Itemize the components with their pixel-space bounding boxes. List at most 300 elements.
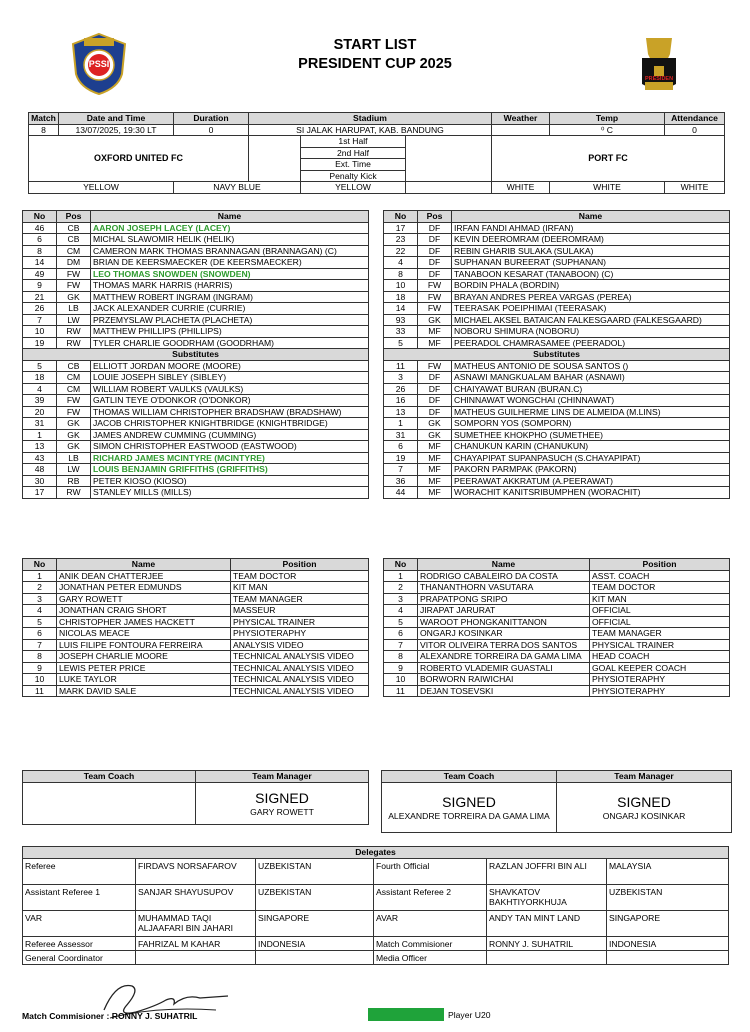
player-number: 14	[384, 303, 418, 315]
u20-legend-swatch	[368, 1008, 444, 1021]
home-starter-row	[23, 222, 369, 234]
player-name: CHINNAWAT WONGCHAI (CHINNAWAT)	[452, 395, 730, 407]
stadium-header: Stadium	[249, 113, 492, 125]
match-number: 8	[29, 124, 59, 136]
delegates-title: Delegates	[23, 847, 729, 859]
home-starter-row	[23, 314, 369, 326]
away-manager-signature	[557, 782, 732, 832]
player-position: MF	[418, 337, 452, 349]
away-coach-header: Team Coach	[382, 771, 557, 783]
player-name: TANABOON KESARAT (TANABOON) (C)	[452, 268, 730, 280]
player-position: CM	[57, 372, 91, 384]
player-name: BRAYAN ANDRES PEREA VARGAS (PEREA)	[452, 291, 730, 303]
away-official-row	[384, 628, 730, 640]
player-name: MICHAEL AKSEL BATAICAN FALKESGAARD (FALKESGAARD)	[452, 314, 730, 326]
official-name: THANANTHORN VASUTARA	[418, 582, 590, 594]
player-number: 8	[23, 245, 57, 257]
home-official-row	[23, 582, 369, 594]
home-manager-signature	[196, 782, 369, 824]
official-name: JIRAPAT JARURAT	[418, 605, 590, 617]
home-starter-row	[23, 291, 369, 303]
away-official-row	[384, 662, 730, 674]
official-position: PHYSICAL TRAINER	[231, 616, 369, 628]
home-sub-row	[23, 487, 369, 499]
player-number: 6	[23, 234, 57, 246]
player-name: LOUIE JOSEPH SIBLEY (SIBLEY)	[91, 372, 369, 384]
away-sub-row	[384, 372, 730, 384]
player-position: DF	[418, 372, 452, 384]
match-info-table	[28, 112, 725, 194]
official-position: TEAM MANAGER	[590, 628, 730, 640]
delegate-country: UZBEKISTAN	[256, 858, 374, 884]
away-coach-name: ALEXANDRE TORREIRA DA GAMA LIMA	[388, 810, 550, 821]
player-number: 7	[384, 464, 418, 476]
player-number: 9	[23, 280, 57, 292]
player-name: ELLIOTT JORDAN MOORE (MOORE)	[91, 360, 369, 372]
player-number: 18	[384, 291, 418, 303]
official-position: ASST. COACH	[590, 570, 730, 582]
away-color-2: WHITE	[550, 182, 665, 194]
away-sub-row	[384, 452, 730, 464]
official-position: TECHNICAL ANALYSIS VIDEO	[231, 674, 369, 686]
weather-header: Weather	[492, 113, 550, 125]
player-name: PEERADOL CHAMRASAMEE (PEERADOL)	[452, 337, 730, 349]
title-line-1: START LIST	[333, 37, 417, 53]
delegate-country: SINGAPORE	[607, 910, 729, 936]
player-position: CB	[57, 234, 91, 246]
away-starter-row	[384, 222, 730, 234]
official-number: 2	[23, 582, 57, 594]
pos-header: Pos	[57, 211, 91, 223]
player-name: PEERAWAT AKKRATUM (A.PEERAWAT)	[452, 475, 730, 487]
player-number: 1	[384, 418, 418, 430]
official-number: 8	[23, 651, 57, 663]
player-name: JACOB CHRISTOPHER KNIGHTBRIDGE (KNIGHTBRIDGE)	[91, 418, 369, 430]
player-position: DF	[418, 383, 452, 395]
player-number: 21	[23, 291, 57, 303]
official-name: JONATHAN PETER EDMUNDS	[57, 582, 231, 594]
official-number: 5	[23, 616, 57, 628]
official-name: PRAPATPONG SRIPO	[418, 593, 590, 605]
away-sub-row	[384, 475, 730, 487]
player-position: FW	[418, 280, 452, 292]
official-name: MARK DAVID SALE	[57, 685, 231, 697]
player-position: FW	[57, 280, 91, 292]
player-name: MATTHEW ROBERT INGRAM (INGRAM)	[91, 291, 369, 303]
official-name: ROBERTO VLADEMIR GUASTALI	[418, 662, 590, 674]
away-starter-row	[384, 257, 730, 269]
no-header: No	[23, 559, 57, 571]
player-position: MF	[418, 326, 452, 338]
away-team-name: PORT FC	[492, 136, 725, 182]
away-official-row	[384, 674, 730, 686]
home-color-1: YELLOW	[29, 182, 174, 194]
player-number: 44	[384, 487, 418, 499]
role-label: Media Officer	[374, 950, 487, 964]
player-position: GK	[57, 291, 91, 303]
official-name: ONGARJ KOSINKAR	[418, 628, 590, 640]
player-position: FW	[57, 395, 91, 407]
away-starter-row	[384, 326, 730, 338]
player-number: 20	[23, 406, 57, 418]
away-sub-row	[384, 383, 730, 395]
away-sub-row	[384, 429, 730, 441]
player-position: DF	[418, 234, 452, 246]
period-1: 1st Half	[301, 136, 406, 148]
delegate-name: FIRDAVS NORSAFAROV	[136, 858, 256, 884]
delegate-name	[136, 950, 256, 964]
name-header: Name	[57, 559, 231, 571]
home-color-2: NAVY BLUE	[174, 182, 301, 194]
role-label: Assistant Referee 2	[374, 884, 487, 910]
player-position: MF	[418, 452, 452, 464]
home-sub-row	[23, 464, 369, 476]
official-position: KIT MAN	[231, 582, 369, 594]
player-number: 6	[384, 441, 418, 453]
player-name: SOMPORN YOS (SOMPORN)	[452, 418, 730, 430]
official-name: CHRISTOPHER JAMES HACKETT	[57, 616, 231, 628]
official-position: TECHNICAL ANALYSIS VIDEO	[231, 662, 369, 674]
delegate-name: MUHAMMAD TAQI ALJAAFARI BIN JAHARI	[136, 910, 256, 936]
home-sub-row	[23, 418, 369, 430]
player-number: 13	[23, 441, 57, 453]
delegate-name	[487, 950, 607, 964]
official-name: RODRIGO CABALEIRO DA COSTA	[418, 570, 590, 582]
home-starter-row	[23, 303, 369, 315]
commissioner-name: RONNY J. SUHATRIL	[111, 1011, 198, 1021]
player-position: GK	[418, 314, 452, 326]
player-position: DF	[418, 395, 452, 407]
no-header: No	[23, 211, 57, 223]
away-sub-row	[384, 487, 730, 499]
away-sub-row	[384, 406, 730, 418]
player-name: SUMETHEE KHOKPHO (SUMETHEE)	[452, 429, 730, 441]
official-number: 3	[384, 593, 418, 605]
official-name: LUIS FILIPE FONTOURA FERREIRA	[57, 639, 231, 651]
delegate-country	[607, 950, 729, 964]
away-coach-signed: SIGNED	[442, 793, 496, 810]
home-official-row	[23, 651, 369, 663]
player-number: 17	[23, 487, 57, 499]
player-position: RW	[57, 326, 91, 338]
official-number: 7	[384, 639, 418, 651]
player-position: GK	[418, 429, 452, 441]
delegate-row	[23, 910, 729, 936]
official-name: DEJAN TOSEVSKI	[418, 685, 590, 697]
home-starter-row	[23, 337, 369, 349]
role-label: AVAR	[374, 910, 487, 936]
away-color-1: WHITE	[492, 182, 550, 194]
home-manager-signed: SIGNED	[255, 789, 309, 806]
player-position: LB	[57, 303, 91, 315]
player-name: LOUIS BENJAMIN GRIFFITHS (GRIFFITHS)	[91, 464, 369, 476]
pssi-logo-text: PSSI	[88, 59, 110, 69]
title-line-2: PRESIDENT CUP 2025	[298, 56, 452, 72]
player-position: FW	[57, 268, 91, 280]
official-position: GOAL KEEPER COACH	[590, 662, 730, 674]
away-official-row	[384, 616, 730, 628]
delegate-country	[256, 950, 374, 964]
role-label: Referee	[23, 858, 136, 884]
official-position: PHYSICAL TRAINER	[590, 639, 730, 651]
player-name: JAMES ANDREW CUMMING (CUMMING)	[91, 429, 369, 441]
player-name: MATTHEW PHILLIPS (PHILLIPS)	[91, 326, 369, 338]
player-position: LB	[57, 452, 91, 464]
official-position: PHYSIOTERAPHY	[231, 628, 369, 640]
player-name: STANLEY MILLS (MILLS)	[91, 487, 369, 499]
official-number: 8	[384, 651, 418, 663]
official-number: 4	[384, 605, 418, 617]
home-sub-row	[23, 395, 369, 407]
match-attendance: 0	[665, 124, 725, 136]
player-number: 7	[23, 314, 57, 326]
away-official-row	[384, 685, 730, 697]
official-name: ALEXANDRE TORREIRA DA GAMA LIMA	[418, 651, 590, 663]
player-position: DM	[57, 257, 91, 269]
home-sub-row	[23, 372, 369, 384]
away-coach-signature	[382, 782, 557, 832]
player-position: LW	[57, 464, 91, 476]
official-name: JOSEPH CHARLIE MOORE	[57, 651, 231, 663]
player-number: 31	[23, 418, 57, 430]
player-position: RW	[57, 337, 91, 349]
player-name: TEERASAK POEIPHIMAI (TEERASAK)	[452, 303, 730, 315]
delegate-country: UZBEKISTAN	[607, 884, 729, 910]
player-name: PAKORN PARMPAK (PAKORN)	[452, 464, 730, 476]
away-starter-row	[384, 337, 730, 349]
official-number: 10	[23, 674, 57, 686]
home-official-row	[23, 605, 369, 617]
home-official-row	[23, 593, 369, 605]
player-position: DF	[418, 268, 452, 280]
delegate-name: RAZLAN JOFFRI BIN ALI	[487, 858, 607, 884]
player-position: GK	[57, 441, 91, 453]
away-official-row	[384, 582, 730, 594]
temp-header: Temp	[550, 113, 665, 125]
player-name: SIMON CHRISTOPHER EASTWOOD (EASTWOOD)	[91, 441, 369, 453]
away-starter-row	[384, 303, 730, 315]
official-name: VITOR OLIVEIRA TERRA DOS SANTOS	[418, 639, 590, 651]
delegate-country: INDONESIA	[256, 936, 374, 950]
away-starter-row	[384, 291, 730, 303]
delegate-country: INDONESIA	[607, 936, 729, 950]
period-2: 2nd Half	[301, 147, 406, 159]
match-temp: ⁰ C	[550, 124, 665, 136]
player-name: PETER KIOSO (KIOSO)	[91, 475, 369, 487]
official-number: 2	[384, 582, 418, 594]
home-signature-table	[22, 770, 369, 825]
home-official-row	[23, 616, 369, 628]
home-starter-row	[23, 234, 369, 246]
official-number: 10	[384, 674, 418, 686]
no-header: No	[384, 559, 418, 571]
away-manager-header: Team Manager	[557, 771, 732, 783]
substitutes-header: Substitutes	[384, 349, 730, 361]
player-number: 43	[23, 452, 57, 464]
player-position: MF	[418, 464, 452, 476]
official-position: TECHNICAL ANALYSIS VIDEO	[231, 685, 369, 697]
player-number: 11	[384, 360, 418, 372]
name-header: Name	[418, 559, 590, 571]
player-name: THOMAS MARK HARRIS (HARRIS)	[91, 280, 369, 292]
player-name: KEVIN DEEROMRAM (DEEROMRAM)	[452, 234, 730, 246]
home-starter-row	[23, 257, 369, 269]
away-starter-row	[384, 245, 730, 257]
player-number: 22	[384, 245, 418, 257]
official-name: LUKE TAYLOR	[57, 674, 231, 686]
player-number: 18	[23, 372, 57, 384]
player-position: FW	[418, 291, 452, 303]
player-position: DF	[418, 406, 452, 418]
delegate-name: SANJAR SHAYUSUPOV	[136, 884, 256, 910]
player-position: FW	[418, 303, 452, 315]
home-manager-header: Team Manager	[196, 771, 369, 783]
match-stadium: SI JALAK HARUPAT, KAB. BANDUNG	[249, 124, 492, 136]
duration-header: Duration	[174, 113, 249, 125]
official-number: 1	[23, 570, 57, 582]
home-official-row	[23, 628, 369, 640]
away-official-row	[384, 651, 730, 663]
away-official-row	[384, 593, 730, 605]
president-cup-logo-text: PRESIDEN	[644, 76, 674, 82]
delegate-name: RONNY J. SUHATRIL	[487, 936, 607, 950]
role-label: Referee Assessor	[23, 936, 136, 950]
player-name: REBIN GHARIB SULAKA (SULAKA)	[452, 245, 730, 257]
player-number: 5	[384, 337, 418, 349]
official-number: 7	[23, 639, 57, 651]
player-position: CB	[57, 222, 91, 234]
home-officials-table	[22, 558, 369, 697]
official-number: 6	[23, 628, 57, 640]
player-number: 14	[23, 257, 57, 269]
player-number: 26	[23, 303, 57, 315]
player-position: LW	[57, 314, 91, 326]
player-number: 5	[23, 360, 57, 372]
player-position: GK	[418, 418, 452, 430]
role-label: Match Commisioner	[374, 936, 487, 950]
player-position: DF	[418, 257, 452, 269]
position-header: Position	[590, 559, 730, 571]
name-header: Name	[452, 211, 730, 223]
match-duration: 0	[174, 124, 249, 136]
home-sub-row	[23, 475, 369, 487]
player-name: MATHEUS ANTONIO DE SOUSA SANTOS ()	[452, 360, 730, 372]
home-official-row	[23, 639, 369, 651]
no-header: No	[384, 211, 418, 223]
home-starter-row	[23, 280, 369, 292]
player-number: 8	[384, 268, 418, 280]
name-header: Name	[91, 211, 369, 223]
player-number: 23	[384, 234, 418, 246]
player-position: DF	[418, 222, 452, 234]
away-official-row	[384, 605, 730, 617]
commissioner-line	[22, 1011, 197, 1021]
match-weather	[492, 124, 550, 136]
role-label: VAR	[23, 910, 136, 936]
player-number: 10	[23, 326, 57, 338]
attendance-header: Attendance	[665, 113, 725, 125]
player-number: 46	[23, 222, 57, 234]
player-position: GK	[57, 429, 91, 441]
official-number: 5	[384, 616, 418, 628]
player-number: 16	[384, 395, 418, 407]
player-name: NOBORU SHIMURA (NOBORU)	[452, 326, 730, 338]
player-name: RICHARD JAMES MCINTYRE (MCINTYRE)	[91, 452, 369, 464]
away-signature-table	[381, 770, 732, 833]
home-team-name: OXFORD UNITED FC	[29, 136, 249, 182]
player-number: 26	[384, 383, 418, 395]
role-label: General Coordinator	[23, 950, 136, 964]
player-position: RW	[57, 487, 91, 499]
official-number: 9	[384, 662, 418, 674]
home-players-table	[22, 210, 369, 499]
period-4: Penalty Kick	[301, 170, 406, 182]
official-position: KIT MAN	[590, 593, 730, 605]
player-name: BORDIN PHALA (BORDIN)	[452, 280, 730, 292]
player-number: 31	[384, 429, 418, 441]
player-number: 19	[384, 452, 418, 464]
player-name: CAMERON MARK THOMAS BRANNAGAN (BRANNAGAN) (C)	[91, 245, 369, 257]
player-name: ASNAWI MANGKUALAM BAHAR (ASNAWI)	[452, 372, 730, 384]
player-number: 39	[23, 395, 57, 407]
official-name: WAROOT PHONGKANITTANON	[418, 616, 590, 628]
home-sub-row	[23, 406, 369, 418]
delegate-country: UZBEKISTAN	[256, 884, 374, 910]
official-name: LEWIS PETER PRICE	[57, 662, 231, 674]
official-name: GARY ROWETT	[57, 593, 231, 605]
home-coach-header: Team Coach	[23, 771, 196, 783]
player-number: 30	[23, 475, 57, 487]
home-sub-row	[23, 429, 369, 441]
player-position: MF	[418, 475, 452, 487]
player-name: WILLIAM ROBERT VAULKS (VAULKS)	[91, 383, 369, 395]
official-name: BORWORN RAIWICHAI	[418, 674, 590, 686]
delegates-table	[22, 846, 729, 965]
home-manager-name: GARY ROWETT	[250, 806, 314, 817]
match-header: Match	[29, 113, 59, 125]
home-color-3: YELLOW	[301, 182, 406, 194]
official-number: 4	[23, 605, 57, 617]
player-number: 1	[23, 429, 57, 441]
home-coach-signature	[23, 782, 196, 824]
away-sub-row	[384, 395, 730, 407]
away-officials-table	[383, 558, 730, 697]
player-name: AARON JOSEPH LACEY (LACEY)	[91, 222, 369, 234]
delegate-country: SINGAPORE	[256, 910, 374, 936]
player-name: SUPHANAN BUREERAT (SUPHANAN)	[452, 257, 730, 269]
player-name: CHAYAPIPAT SUPANPASUCH (S.CHAYAPIPAT)	[452, 452, 730, 464]
home-sub-row	[23, 452, 369, 464]
away-manager-name: ONGARJ KOSINKAR	[602, 810, 686, 821]
player-number: 10	[384, 280, 418, 292]
pssi-logo	[70, 32, 128, 96]
match-datetime: 13/07/2025, 19:30 LT	[59, 124, 174, 136]
delegate-row	[23, 936, 729, 950]
player-number: 93	[384, 314, 418, 326]
official-position: TEAM DOCTOR	[231, 570, 369, 582]
player-name: IRFAN FANDI AHMAD (IRFAN)	[452, 222, 730, 234]
player-name: GATLIN TEYE O'DONKOR (O'DONKOR)	[91, 395, 369, 407]
official-name: NICOLAS MEACE	[57, 628, 231, 640]
away-sub-row	[384, 441, 730, 453]
home-sub-row	[23, 441, 369, 453]
player-position: GK	[57, 418, 91, 430]
u20-legend-label: Player U20	[448, 1010, 491, 1020]
player-number: 36	[384, 475, 418, 487]
away-starter-row	[384, 314, 730, 326]
official-position: ANALYSIS VIDEO	[231, 639, 369, 651]
official-name: JONATHAN CRAIG SHORT	[57, 605, 231, 617]
